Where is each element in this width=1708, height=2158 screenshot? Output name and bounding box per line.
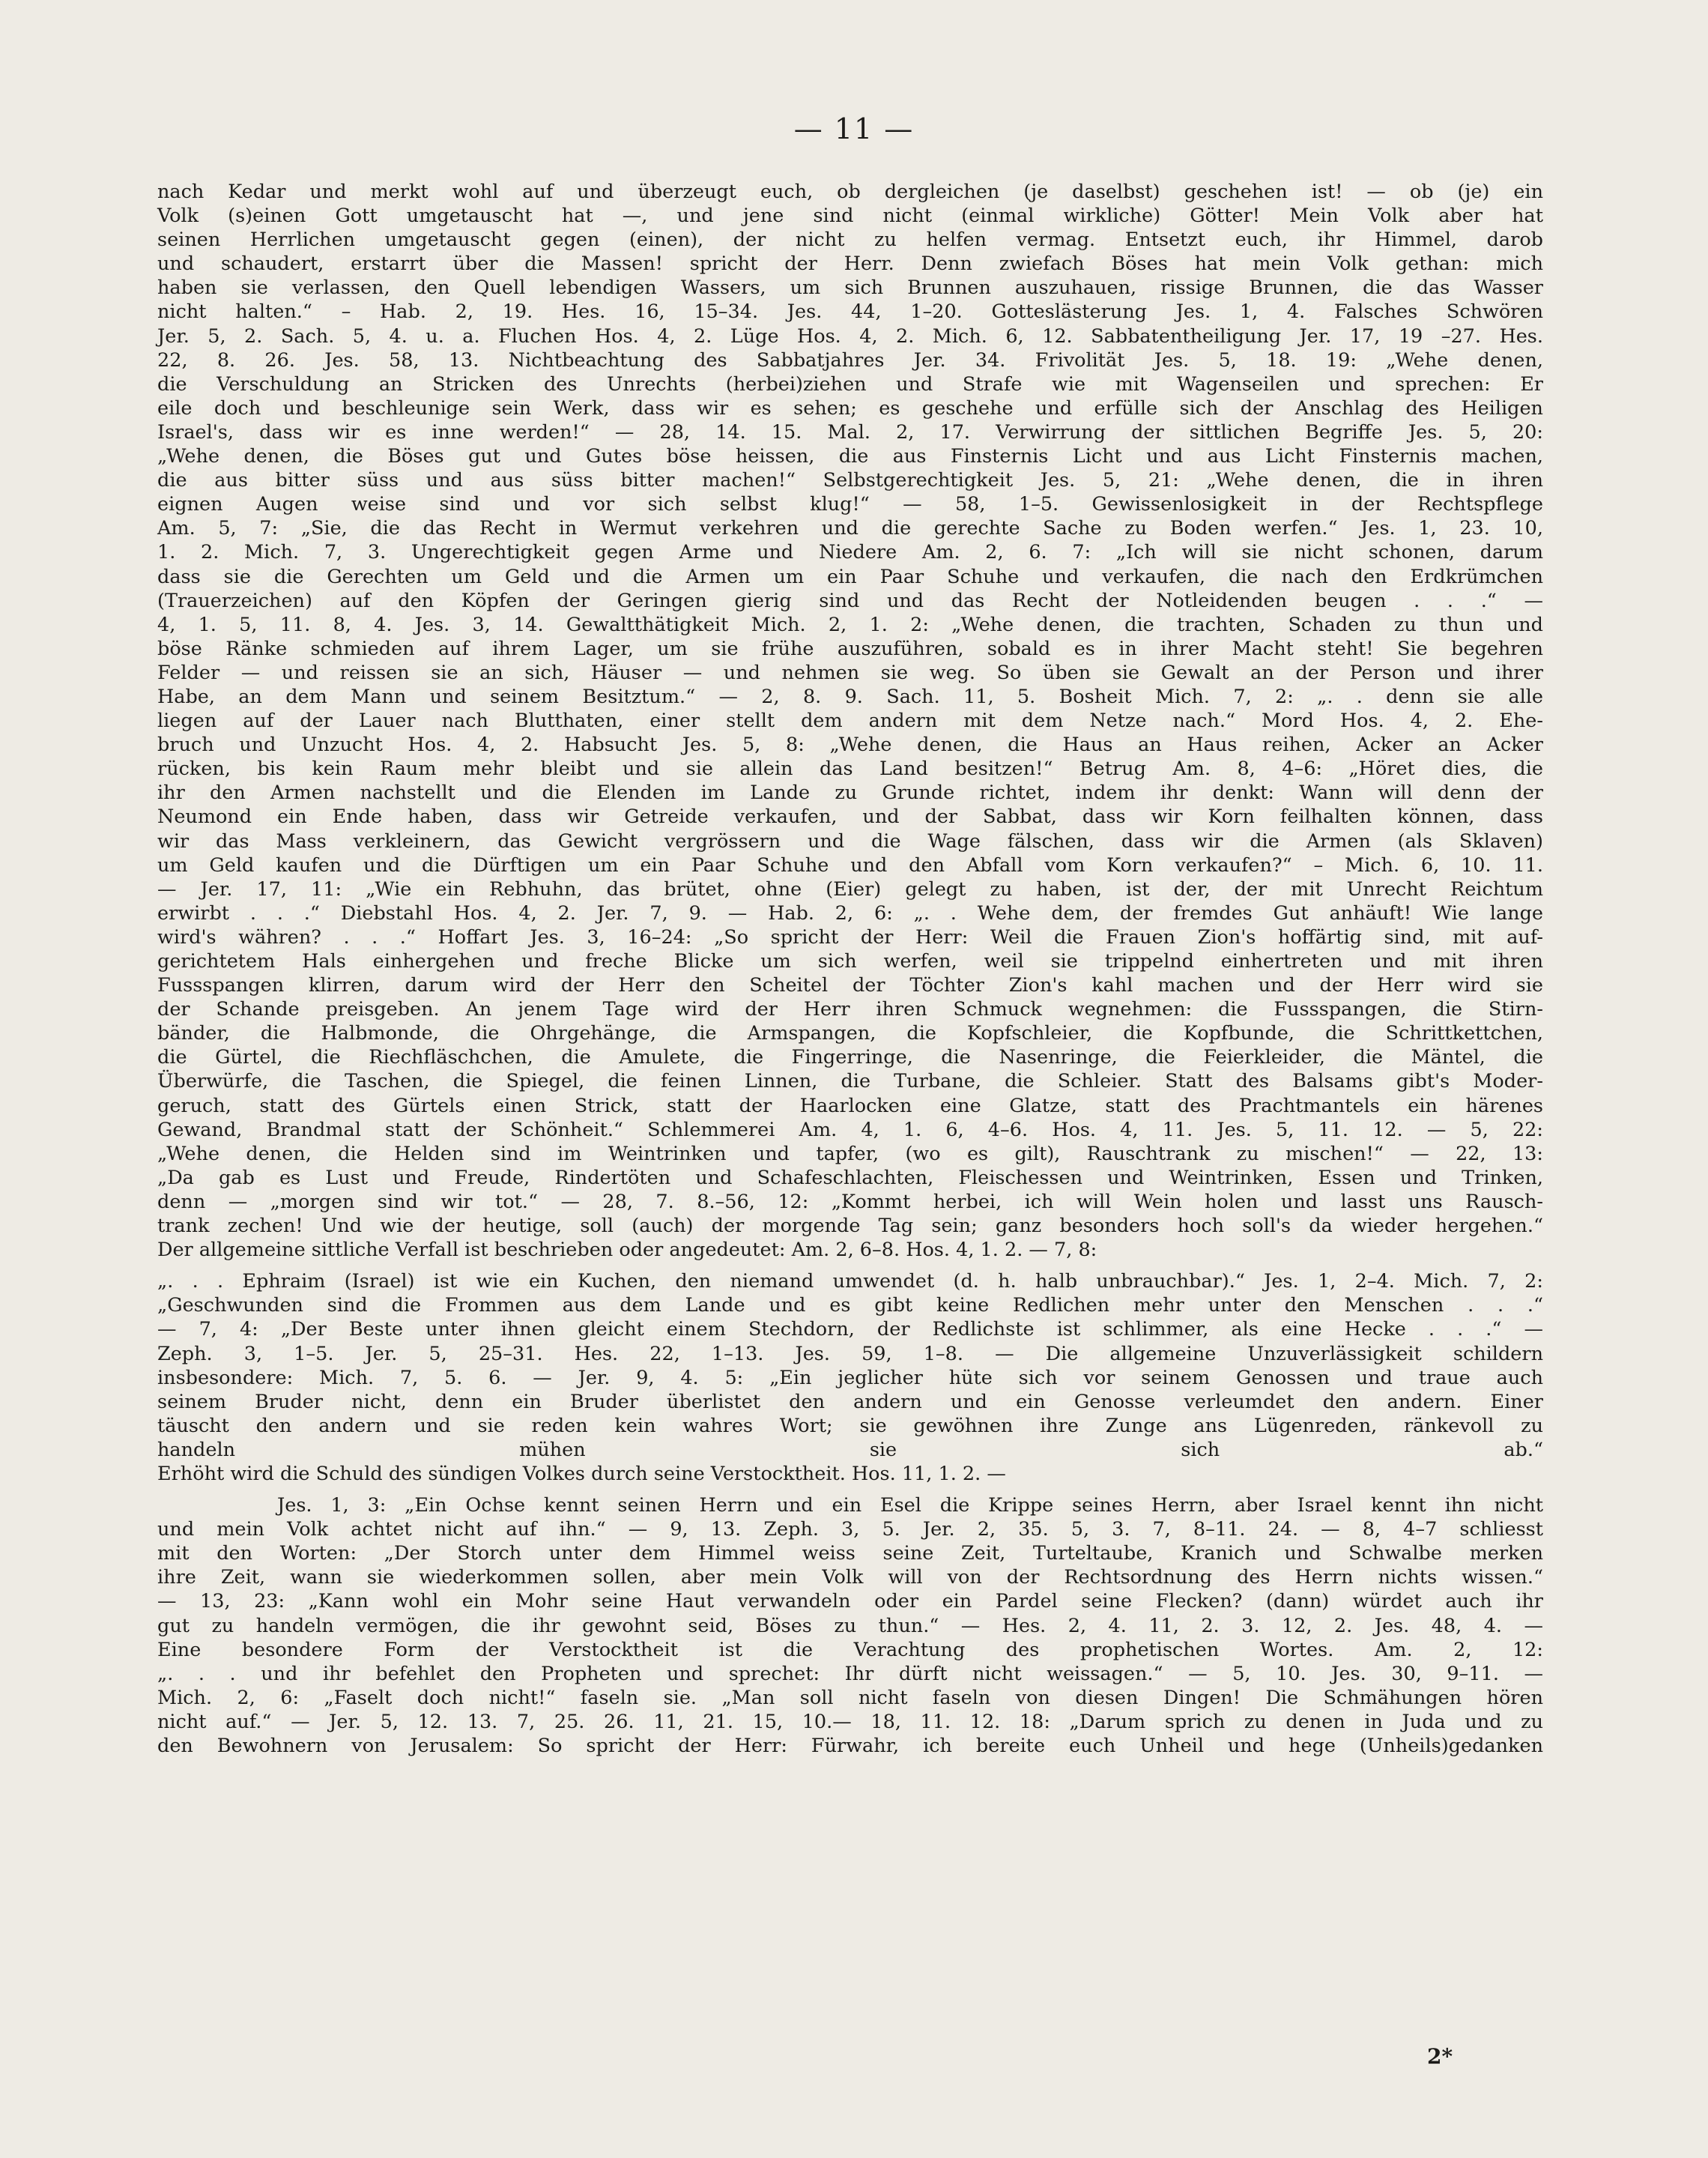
text-line: — 13, 23: „Kann wohl ein Mohr seine Haut verwandeln oder ein Pardel seine Flecken? (dann) würdet auch ihr	[157, 1590, 1543, 1613]
text-line: — 7, 4: „Der Beste unter ihnen gleicht einem Stechdorn, der Redlichste ist schlimmer, als eine Hecke . . .“ —	[157, 1318, 1543, 1341]
text-line: (Trauerzeichen) auf den Köpfen der Geringen gierig sind und das Recht der Notleidenden beugen . . .“ —	[157, 589, 1543, 612]
text-line: mit den Worten: „Der Storch unter dem Himmel weiss seine Zeit, Turteltaube, Kranich und Schwalbe merken	[157, 1542, 1543, 1565]
text-line: den Bewohnern von Jerusalem: So spricht der Herr: Fürwahr, ich bereite euch Unheil und hege (Unheils)gedanken	[157, 1735, 1543, 1757]
text-line: insbesondere: Mich. 7, 5. 6. — Jer. 9, 4. 5: „Ein jeglicher hüte sich vor seinem Genossen und traue auch	[157, 1366, 1543, 1389]
text-line: „. . . und ihr befehlet den Propheten und sprechet: Ihr dürft nicht weissagen.“ — 5, 10. Jes. 30, 9–11. —	[157, 1662, 1543, 1685]
text-line: täuscht den andern und sie reden kein wahres Wort; sie gewöhnen ihre Zunge ans Lügenreden, ränkevoll zu	[157, 1414, 1543, 1437]
text-line: Der allgemeine sittliche Verfall ist beschrieben oder angedeutet: Am. 2, 6–8. Hos. 4, 1. 2. — 7, 8:	[157, 1239, 1097, 1262]
text-line: Eine besondere Form der Verstocktheit ist die Verachtung des prophetischen Wortes. Am. 2, 12:	[157, 1638, 1543, 1661]
text-line: 1. 2. Mich. 7, 3. Ungerechtigkeit gegen Arme und Niedere Am. 2, 6. 7: „Ich will sie nicht schonen, darum	[157, 541, 1543, 564]
text-line: denn — „morgen sind wir tot.“ — 28, 7. 8.–56, 12: „Kommt herbei, ich will Wein holen und lasst uns Rausch-	[157, 1190, 1543, 1213]
text-line: „. . . Ephraim (Israel) ist wie ein Kuchen, den niemand umwendet (d. h. halb unbrauchbar).“ Jes. 1, 2–4. Mich. 7, 2:	[157, 1270, 1543, 1293]
text-line: Am. 5, 7: „Sie, die das Recht in Wermut verkehren und die gerechte Sache zu Boden werfen.“ Jes. 1, 23. 10,	[157, 517, 1543, 540]
text-line: seinem Bruder nicht, denn ein Bruder überlistet den andern und ein Genosse verleumdet den andern. Einer	[157, 1390, 1543, 1413]
text-line: ihr den Armen nachstellt und die Elenden im Lande zu Grunde richtet, indem ihr denkt: Wann will denn der	[157, 782, 1543, 805]
text-line: ihre Zeit, wann sie wiederkommen sollen, aber mein Volk will von der Rechtsordnung des Herrn nichts wissen.“	[157, 1566, 1543, 1589]
text-line: die aus bitter süss und aus süss bitter machen!“ Selbstgerechtigkeit Jes. 5, 21: „Wehe denen, die in ihren	[157, 469, 1543, 492]
text-line: nach Kedar und merkt wohl auf und überzeugt euch, ob dergleichen (je daselbst) geschehen ist! — ob (je) ein	[157, 181, 1543, 203]
text-line: — Jer. 17, 11: „Wie ein Rebhuhn, das brütet, ohne (Eier) gelegt zu haben, ist der, der mit Unrecht Reichtum	[157, 877, 1543, 901]
text-line: Überwürfe, die Taschen, die Spiegel, die feinen Linnen, die Turbane, die Schleier. Statt des Balsams gibt's Moder-	[157, 1070, 1543, 1093]
text-line: die Verschuldung an Stricken des Unrechts (herbei)ziehen und Strafe wie mit Wagenseilen und sprechen: Er	[157, 372, 1543, 396]
text-line: gerichtetem Hals einhergehen und freche Blicke um sich werfen, weil sie trippelnd einhertreten und mit ihren	[157, 950, 1543, 973]
text-line: liegen auf der Lauer nach Blutthaten, einer stellt dem andern mit dem Netze nach.“ Mord Hos. 4, 2. Ehe-	[157, 710, 1543, 733]
text-line: dass sie die Gerechten um Geld und die Armen um ein Paar Schuhe und verkaufen, die nach den Erdkrümchen	[157, 565, 1543, 588]
body-text	[157, 180, 1543, 1758]
text-line: und schaudert, erstarrt über die Massen! spricht der Herr. Denn zwiefach Böses hat mein Volk gethan: mich	[157, 253, 1543, 276]
text-line: die Gürtel, die Riechfläschchen, die Amulete, die Fingerringe, die Nasenringe, die Feierkleider, die Mäntel, die	[157, 1046, 1543, 1069]
text-line: geruch, statt des Gürtels einen Strick, statt der Haarlocken eine Glatze, statt des Prachtmantels ein härenes	[157, 1094, 1543, 1117]
text-line: haben sie verlassen, den Quell lebendigen Wassers, um sich Brunnen auszuhauen, rissige Brunnen, die das Wasser	[157, 276, 1543, 300]
text-line: Jes. 1, 3: „Ein Ochse kennt seinen Herrn und ein Esel die Krippe seines Herrn, aber Israel kennt ihn nicht	[277, 1494, 1543, 1517]
text-line: der Schande preisgeben. An jenem Tage wird der Herr ihren Schmuck wegnehmen: die Fussspangen, die Stirn-	[157, 998, 1543, 1021]
text-line: „Geschwunden sind die Frommen aus dem Lande und es gibt keine Redlichen mehr unter den Menschen . . .“	[157, 1294, 1543, 1317]
text-line: 4, 1. 5, 11. 8, 4. Jes. 3, 14. Gewaltthätigkeit Mich. 2, 1. 2: „Wehe denen, die trachten, Schaden zu thun und	[157, 613, 1543, 636]
text-line: eignen Augen weise sind und vor sich selbst klug!“ — 58, 1–5. Gewissenlosigkeit in der Rechtspflege	[157, 493, 1543, 516]
text-line: trank zechen! Und wie der heutige, soll (auch) der morgende Tag sein; ganz besonders hoch soll's da wieder hergehen.“	[157, 1215, 1543, 1238]
text-line: böse Ränke schmieden auf ihrem Lager, um sie frühe auszuführen, sobald es in ihrer Macht steht! Sie begehren	[157, 637, 1543, 660]
text-line: „Wehe denen, die Böses gut und Gutes böse heissen, die aus Finsternis Licht und aus Licht Finsternis machen,	[157, 445, 1543, 468]
text-line: „Da gab es Lust und Freude, Rindertöten und Schafeschlachten, Fleischessen und Weintrinken, Essen und Trinken,	[157, 1166, 1543, 1189]
text-line: Neumond ein Ende haben, dass wir Getreide verkaufen, und der Sabbat, dass wir Korn feilhalten können, dass	[157, 806, 1543, 829]
text-line: nicht auf.“ — Jer. 5, 12. 13. 7, 25. 26. 11, 21. 15, 10.— 18, 11. 12. 18: „Darum sprich zu denen in Juda und zu	[157, 1710, 1543, 1733]
text-line: rücken, bis kein Raum mehr bleibt und sie allein das Land besitzen!“ Betrug Am. 8, 4–6: „Höret dies, die	[157, 758, 1543, 781]
text-line: wir das Mass verkleinern, das Gewicht vergrössern und die Wage fälschen, dass wir die Armen (als Sklaven)	[157, 829, 1543, 853]
text-line: um Geld kaufen und die Dürftigen um ein Paar Schuhe und den Abfall vom Korn verkaufen?“ – Mich. 6, 10. 11.	[157, 853, 1543, 877]
text-line: 22, 8. 26. Jes. 58, 13. Nichtbeachtung des Sabbatjahres Jer. 34. Frivolität Jes. 5, 18. 19: „Wehe denen,	[157, 348, 1543, 372]
signature-mark: 2*	[1427, 2044, 1453, 2069]
text-line: Fussspangen klirren, darum wird der Herr den Scheitel der Töchter Zion's kahl machen und der Herr wird sie	[157, 974, 1543, 997]
text-line: Jer. 5, 2. Sach. 5, 4. u. a. Fluchen Hos. 4, 2. Lüge Hos. 4, 2. Mich. 6, 12. Sabbatentheiligung Jer. 17, 19 –27. Hes.	[157, 324, 1543, 348]
text-line: Gewand, Brandmal statt der Schönheit.“ Schlemmerei Am. 4, 1. 6, 4–6. Hos. 4, 11. Jes. 5, 11. 12. — 5, 22:	[157, 1118, 1543, 1141]
text-line: erwirbt . . .“ Diebstahl Hos. 4, 2. Jer. 7, 9. — Hab. 2, 6: „. . Wehe dem, der fremdes Gut anhäuft! Wie lange	[157, 901, 1543, 925]
text-line: „Wehe denen, die Helden sind im Weintrinken und tapfer, (wo es gilt), Rauschtrank zu mischen!“ — 22, 13:	[157, 1142, 1543, 1165]
text-line: seinen Herrlichen umgetauscht gegen (einen), der nicht zu helfen vermag. Entsetzt euch, ihr Himmel, darob	[157, 229, 1543, 252]
text-line: Erhöht wird die Schuld des sündigen Volkes durch seine Verstocktheit. Hos. 11, 1. 2. —	[157, 1462, 1006, 1485]
text-line: Felder — und reissen sie an sich, Häuser — und nehmen sie weg. So üben sie Gewalt an der Person und ihrer	[157, 661, 1543, 684]
text-line: Mich. 2, 6: „Faselt doch nicht!“ faseln sie. „Man soll nicht faseln von diesen Dingen! Die Schmähungen hören	[157, 1686, 1543, 1709]
text-line: Zeph. 3, 1–5. Jer. 5, 25–31. Hes. 22, 1–13. Jes. 59, 1–8. — Die allgemeine Unzuverlässigkeit schildern	[157, 1342, 1543, 1365]
text-line: handeln mühen sie sich ab.“	[157, 1438, 1543, 1461]
page-number-header: — 11 —	[793, 112, 915, 145]
text-line: Israel's, dass wir es inne werden!“ — 28, 14. 15. Mal. 2, 17. Verwirrung der sittlichen Begriffe Jes. 5, 20:	[157, 420, 1543, 444]
text-line: eile doch und beschleunige sein Werk, dass wir es sehen; es geschehe und erfülle sich der Anschlag des Heiligen	[157, 396, 1543, 420]
text-line: Habe, an dem Mann und seinem Besitztum.“ — 2, 8. 9. Sach. 11, 5. Bosheit Mich. 7, 2: „. . denn sie alle	[157, 685, 1543, 708]
text-line: bänder, die Halbmonde, die Ohrgehänge, die Armspangen, die Kopfschleier, die Kopfbunde, die Schrittkettchen,	[157, 1022, 1543, 1045]
text-line: nicht halten.“ – Hab. 2, 19. Hes. 16, 15–34. Jes. 44, 1–20. Gotteslästerung Jes. 1, 4. Falsches Schwören	[157, 300, 1543, 324]
text-line: und mein Volk achtet nicht auf ihn.“ — 9, 13. Zeph. 3, 5. Jer. 2, 35. 5, 3. 7, 8–11. 24. — 8, 4–7 schliesst	[157, 1518, 1543, 1541]
text-line: wird's währen? . . .“ Hoffart Jes. 3, 16–24: „So spricht der Herr: Weil die Frauen Zion's hoffärtig sind, mit auf-	[157, 925, 1543, 949]
text-line: Volk (s)einen Gott umgetauscht hat —, und jene sind nicht (einmal wirkliche) Götter! Mein Volk aber hat	[157, 205, 1543, 228]
text-line: gut zu handeln vermögen, die ihr gewohnt seid, Böses zu thun.“ — Hes. 2, 4. 11, 2. 3. 12, 2. Jes. 48, 4. —	[157, 1614, 1543, 1637]
text-line: bruch und Unzucht Hos. 4, 2. Habsucht Jes. 5, 8: „Wehe denen, die Haus an Haus reihen, Acker an Acker	[157, 734, 1543, 757]
